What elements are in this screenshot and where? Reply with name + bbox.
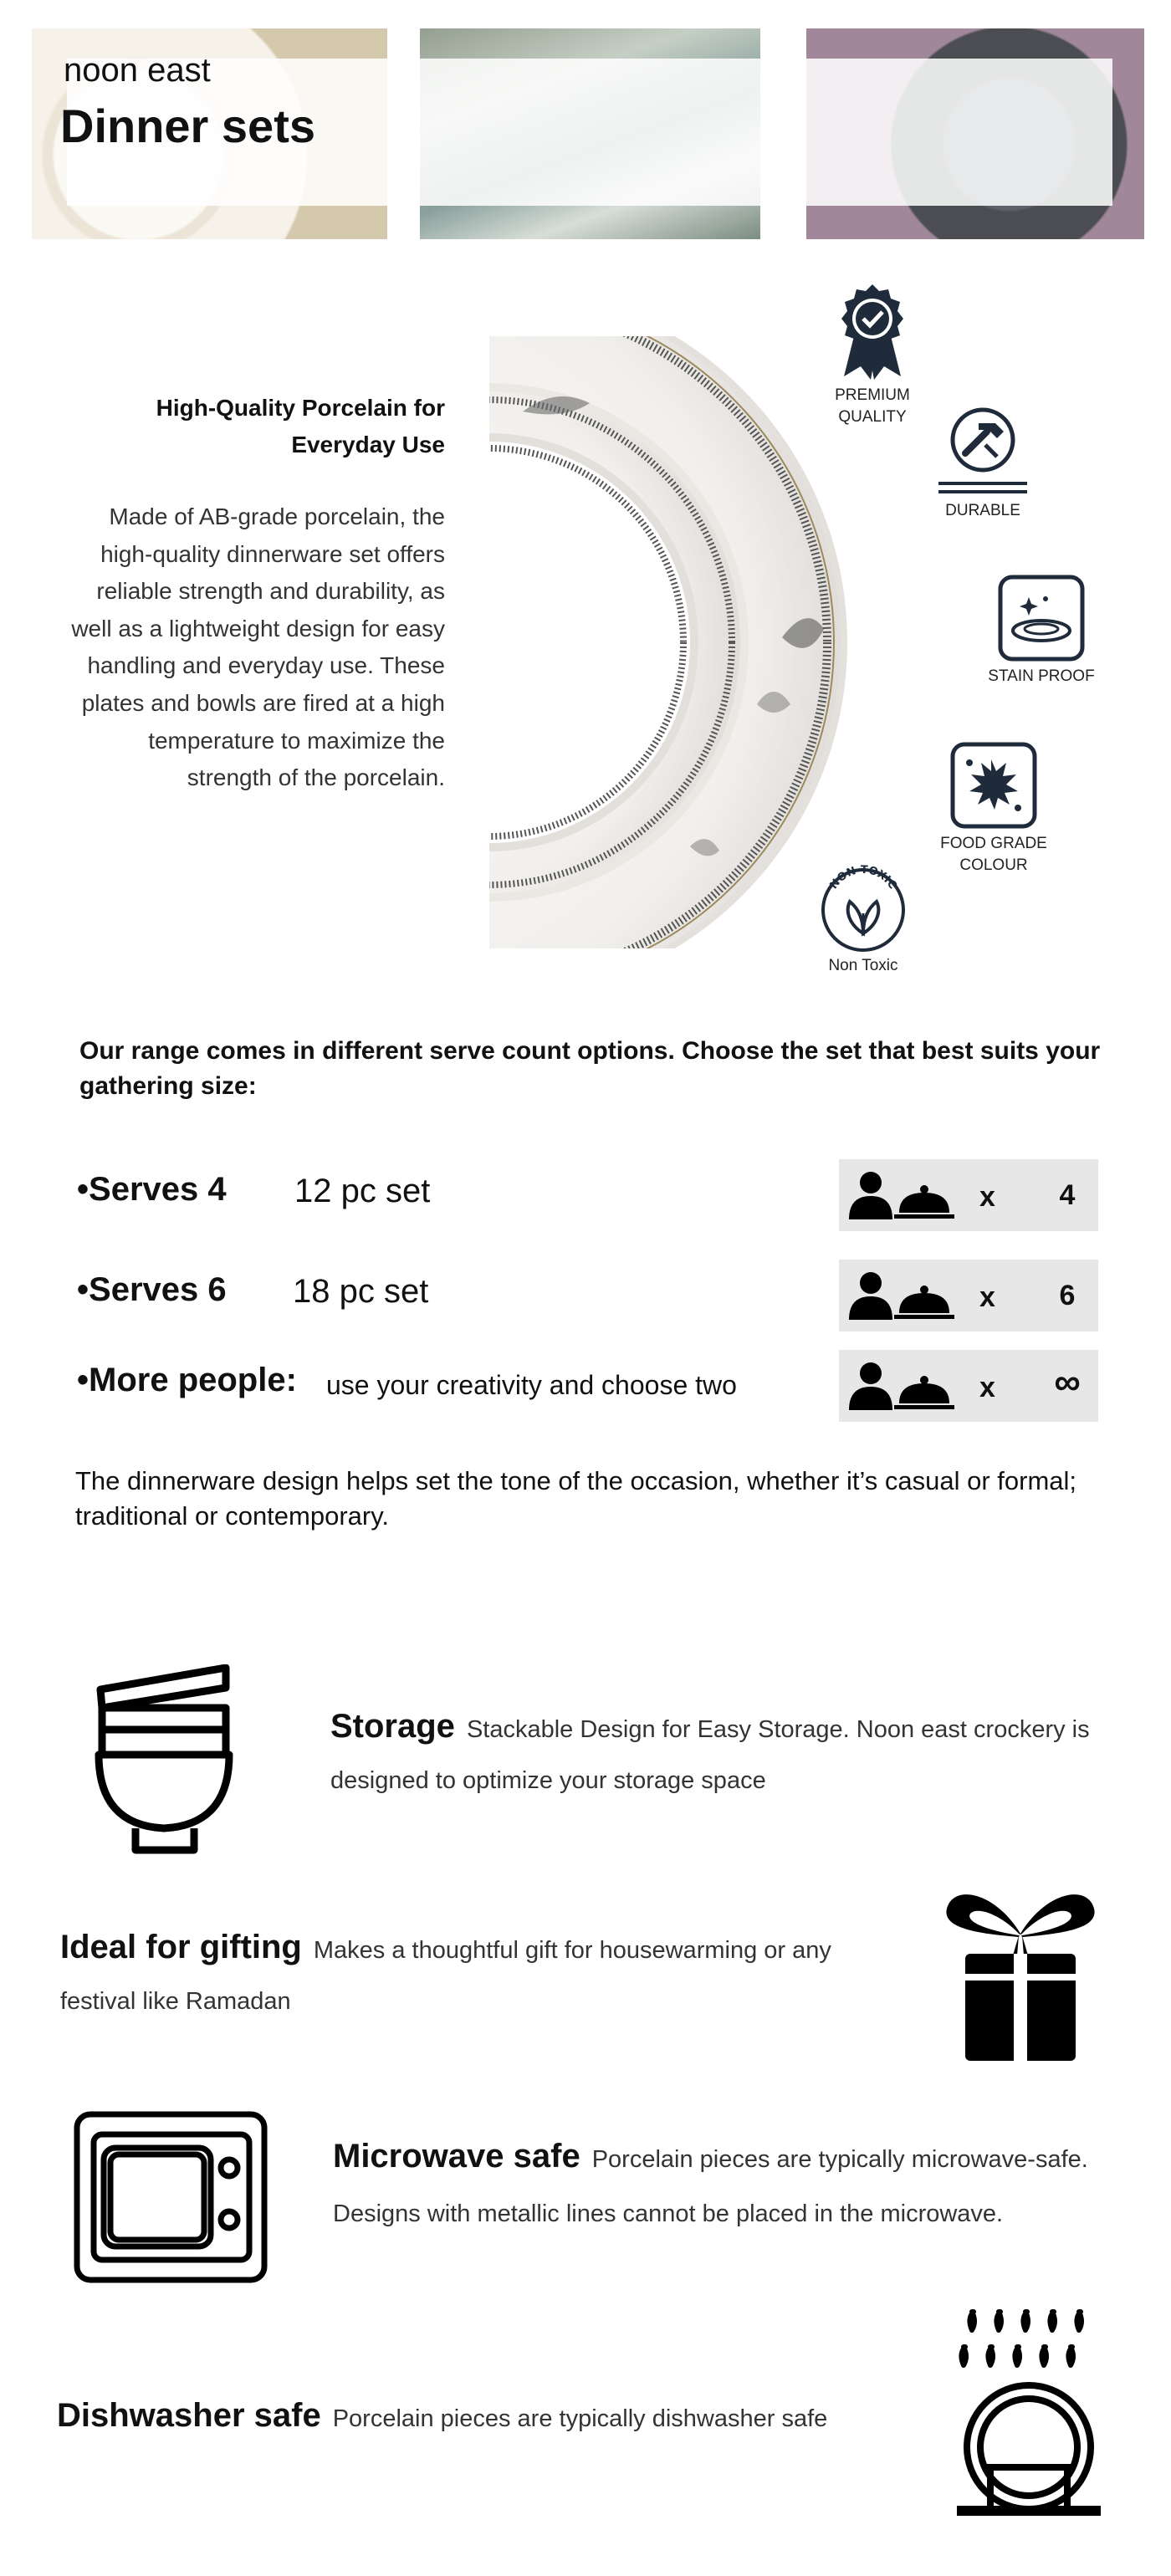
dishwasher-icon	[955, 2307, 1102, 2527]
serve-row-more	[77, 1350, 1106, 1422]
gifting-description: Makes a thoughtful gift for housewarming or any festival like Ramadan	[60, 1937, 831, 2015]
feature-non-toxic	[805, 858, 922, 977]
leaf-badge-icon	[816, 858, 910, 952]
microwave-description: Porcelain pieces are typically microwave-safe. Designs with metallic lines cannot be placed in the microwave.	[333, 2146, 1088, 2227]
storage-title: Storage	[330, 1708, 455, 1745]
feature-label: STAIN PROOF	[988, 667, 1095, 685]
serve-count: 6	[1059, 1280, 1076, 1311]
storage-feature	[330, 1703, 1125, 1808]
microwave-feature	[333, 2131, 1136, 2243]
times-sign: x	[979, 1372, 995, 1403]
plate-sparkle-icon	[997, 574, 1086, 662]
microwave-icon	[74, 2111, 268, 2291]
gifting-title: Ideal for gifting	[60, 1929, 302, 1965]
feature-label: DURABLE	[945, 502, 1020, 519]
serve-count-box	[839, 1159, 1098, 1231]
storage-description: Stackable Design for Easy Storage. Noon east crockery is designed to optimize your storage space	[330, 1716, 1090, 1794]
award-ribbon-icon	[837, 283, 908, 381]
serve-desc: 18 pc set	[293, 1273, 429, 1310]
serve-count: 4	[1059, 1179, 1076, 1211]
dishwasher-description: Porcelain pieces are typically dishwasher safe	[332, 2405, 828, 2432]
dishwasher-feature	[57, 2392, 902, 2446]
feature-label: QUALITY	[838, 408, 907, 426]
hammer-icon	[937, 403, 1029, 497]
serve-count-box	[839, 1260, 1098, 1331]
times-sign: x	[979, 1181, 995, 1213]
microwave-title: Microwave safe	[333, 2138, 580, 2175]
serve-row-4	[77, 1159, 1106, 1231]
serve-intro: Our range comes in different serve count options. Choose the set that best suits your gathering size:	[79, 1037, 1101, 1100]
gift-icon	[945, 1883, 1096, 2068]
dishwasher-title: Dishwasher safe	[57, 2397, 321, 2434]
gifting-feature	[60, 1924, 905, 2029]
tone-description: The dinnerware design helps set the tone of the occasion, whether it’s casual or formal; traditional or contemporary.	[75, 1466, 1077, 1531]
serve-label: •More people:	[77, 1362, 297, 1398]
feature-food-grade-colour	[927, 741, 1061, 877]
serve-count-box	[839, 1350, 1098, 1422]
feature-label: COLOUR	[959, 856, 1028, 874]
plates-image	[489, 336, 849, 948]
times-sign: x	[979, 1281, 995, 1313]
serve-desc: 12 pc set	[294, 1173, 431, 1209]
person-cloche-icon	[846, 1171, 954, 1221]
feature-label: PREMIUM	[835, 386, 910, 404]
badge-text: NON TOXIC	[827, 863, 899, 892]
paint-splash-icon	[949, 741, 1038, 830]
serve-desc: use your creativity and choose two	[326, 1370, 737, 1400]
quality-description: Made of AB-grade porcelain, the high-quality dinnerware set offers reliable strength and durability, as well as a lightweight design for easy handling and everyday use. These plates and bowls are fired at a high temperature to maximize the strength of the porcelain.	[71, 503, 445, 791]
brand-name: noon east	[64, 52, 211, 89]
feature-durable	[920, 403, 1046, 522]
person-cloche-icon	[846, 1362, 954, 1412]
serve-label: •Serves 4	[77, 1171, 227, 1208]
serve-label: •Serves 6	[77, 1271, 227, 1308]
quality-heading: High-Quality Porcelain for Everyday Use	[156, 395, 445, 457]
feature-label: Non Toxic	[828, 957, 898, 974]
feature-premium-quality	[810, 283, 935, 428]
feature-stain-proof	[979, 574, 1104, 687]
serve-row-6	[77, 1260, 1106, 1331]
serve-count: ∞	[1054, 1362, 1081, 1403]
page-title: Dinner sets	[60, 100, 315, 152]
person-cloche-icon	[846, 1271, 954, 1321]
feature-label: FOOD GRADE	[940, 835, 1047, 852]
stacked-bowls-icon	[94, 1664, 236, 1866]
